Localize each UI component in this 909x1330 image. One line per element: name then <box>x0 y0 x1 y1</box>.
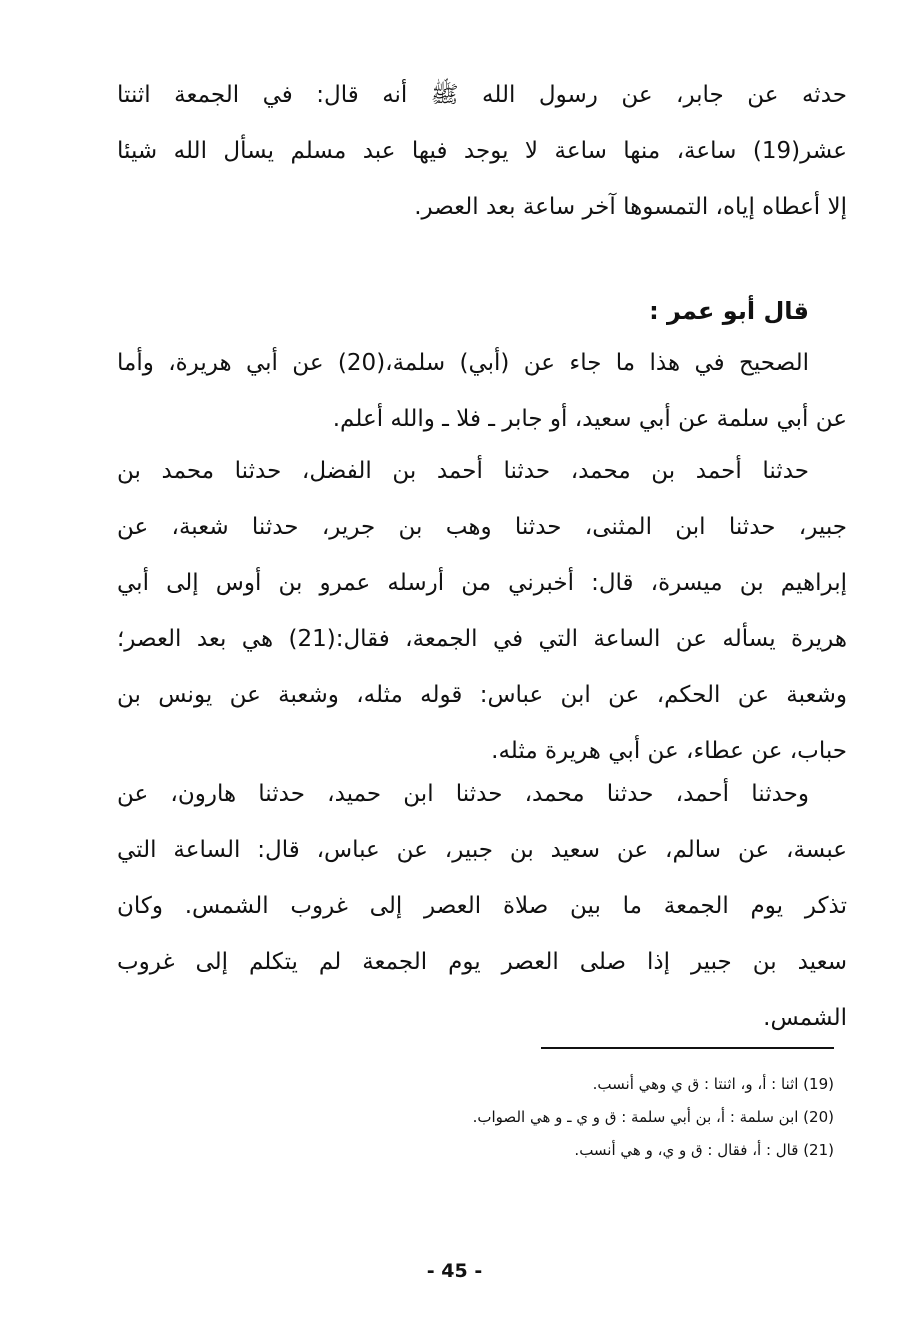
text-line: حدثه عن جابر، عن رسول الله ﷺ أنه قال: في الجمعة اثنتا <box>117 82 847 108</box>
paragraph-isnad-ahmad <box>117 443 847 779</box>
footnote: (20) ابن سلمة : أ، بن أبي سلمة : ق و ي ـ و هي الصواب. <box>472 1108 834 1126</box>
paragraph-hadith-jabir <box>117 67 847 235</box>
footnote: (19) اثنا : أ، و، اثنتا : ق ي وهي أنسب. <box>592 1075 834 1093</box>
text-line: إبراهيم بن ميسرة، قال: أخبرني من أرسله عمرو بن أوس إلى أبي <box>117 570 847 596</box>
paragraph-isnad-harun <box>117 766 847 1046</box>
text-line: هريرة يسأله عن الساعة التي في الجمعة، فقال:(21) هي بعد العصر؛ <box>117 626 847 652</box>
text-line: إلا أعطاه إياه، التمسوها آخر ساعة بعد العصر. <box>414 194 847 220</box>
page-number: - 45 - <box>426 1260 483 1282</box>
text-line: عشر(19) ساعة، منها ساعة لا يوجد فيها عبد مسلم يسأل الله شيئا <box>117 138 847 164</box>
footnote-separator <box>541 1047 834 1049</box>
text-line: الشمس. <box>763 1005 847 1031</box>
section-heading: قال أبو عمر : <box>649 297 809 325</box>
footnotes <box>314 1068 834 1167</box>
text-line: حدثنا أحمد بن محمد، حدثنا أحمد بن الفضل، حدثنا محمد بن <box>117 458 809 484</box>
footnote: (21) قال : أ، فقال : ق و ي، و هي أنسب. <box>574 1141 834 1159</box>
text-line: وشعبة عن الحكم، عن ابن عباس: قوله مثله، وشعبة عن يونس بن <box>117 682 847 708</box>
text-line: عن أبي سلمة عن أبي سعيد، أو جابر ـ فلا ـ والله أعلم. <box>332 406 847 432</box>
text-line: وحدثنا أحمد، حدثنا محمد، حدثنا ابن حميد، حدثنا هارون، عن <box>117 781 809 807</box>
text-line: تذكر يوم الجمعة ما بين صلاة العصر إلى غروب الشمس. وكان <box>117 893 847 919</box>
text-line: جبير، حدثنا ابن المثنى، حدثنا وهب بن جرير، حدثنا شعبة، عن <box>117 514 847 540</box>
text-line: سعيد بن جبير إذا صلى العصر يوم الجمعة لم يتكلم إلى غروب <box>117 949 847 975</box>
text-line: حباب، عن عطاء، عن أبي هريرة مثله. <box>491 738 847 764</box>
text-line: الصحيح في هذا ما جاء عن (أبي) سلمة،(20) عن أبي هريرة، وأما <box>117 350 809 376</box>
text-line: عبسة، عن سالم، عن سعيد بن جبير، عن عباس، قال: الساعة التي <box>117 837 847 863</box>
paragraph-sahih <box>117 335 847 447</box>
